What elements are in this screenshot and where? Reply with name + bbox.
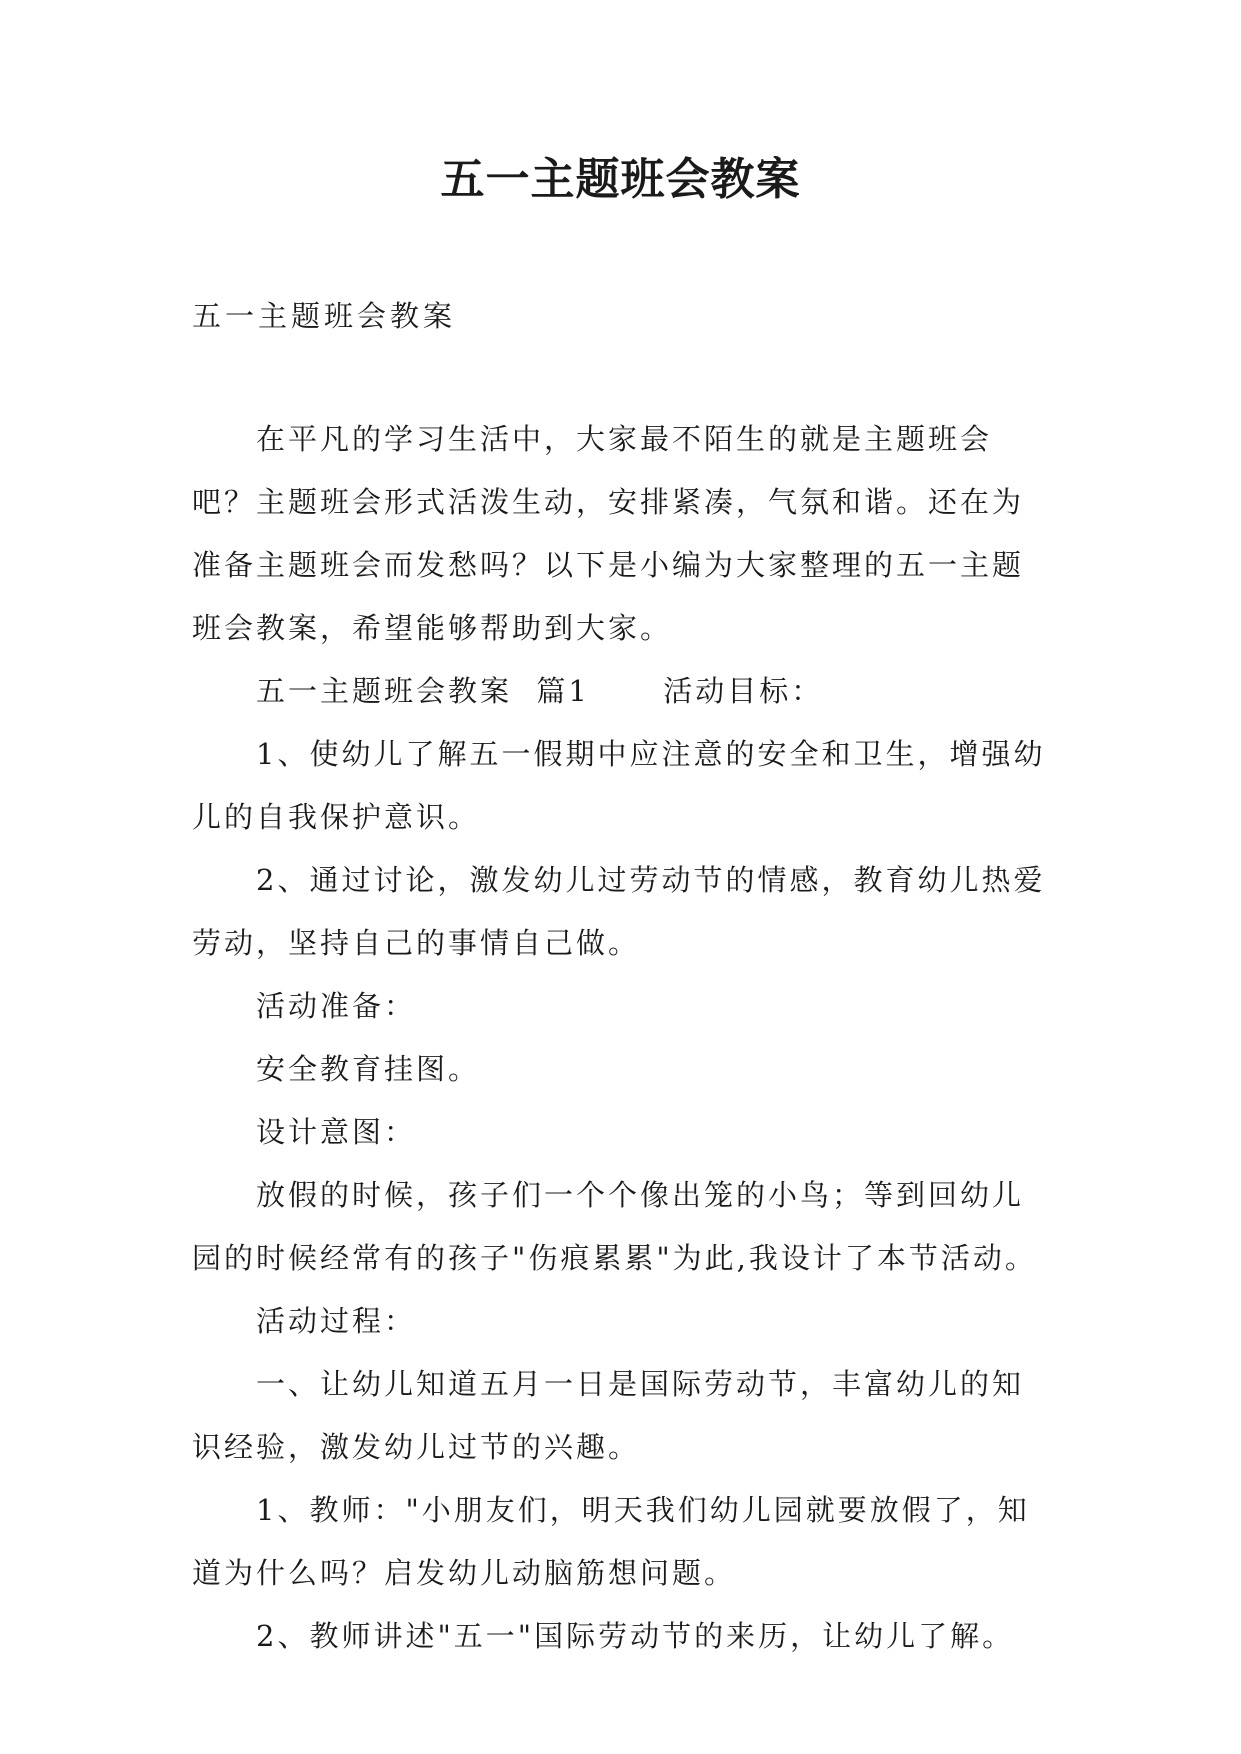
paragraph-goal-1: 1、使幼儿了解五一假期中应注意的安全和卫生，增强幼儿的自我保护意识。 bbox=[192, 737, 1046, 834]
paragraph-design: 放假的时候，孩子们一个个像出笼的小鸟；等到回幼儿园的时候经常有的孩子"伤痕累累"为此,我设计了本节活动。 bbox=[192, 1178, 1037, 1275]
paragraph-goal-2: 2、通过讨论，激发幼儿过劳动节的情感，教育幼儿热爱劳动，坚持自己的事情自己做。 bbox=[192, 863, 1046, 960]
paragraph-preparation: 安全教育挂图。 bbox=[256, 1052, 481, 1086]
paragraph-intro: 在平凡的学习生活中，大家最不陌生的就是主题班会吧？主题班会形式活泼生动，安排紧凑，气氛和谐。还在为准备主题班会而发愁吗？以下是小编为大家整理的五一主题班会教案，希望能够帮助到大家。 bbox=[192, 422, 1025, 645]
paragraph-process-item-2: 2、教师讲述"五一"国际劳动节的来历，让幼儿了解。 bbox=[256, 1619, 1015, 1653]
paragraph-section-heading: 五一主题班会教案 篇1 活动目标： bbox=[256, 674, 824, 708]
paragraph-process-heading: 活动过程： bbox=[256, 1304, 417, 1338]
document-body bbox=[192, 408, 1052, 1668]
document-subtitle: 五一主题班会教案 bbox=[192, 299, 457, 333]
paragraph-design-heading: 设计意图： bbox=[256, 1115, 417, 1149]
document-title: 五一主题班会教案 bbox=[440, 154, 801, 205]
paragraph-process-step-1: 一、让幼儿知道五月一日是国际劳动节，丰富幼儿的知识经验，激发幼儿过节的兴趣。 bbox=[192, 1367, 1025, 1464]
paragraph-process-item-1: 1、教师："小朋友们，明天我们幼儿园就要放假了，知道为什么吗？启发幼儿动脑筋想问题。 bbox=[192, 1493, 1030, 1590]
paragraph-preparation-heading: 活动准备： bbox=[256, 989, 417, 1023]
